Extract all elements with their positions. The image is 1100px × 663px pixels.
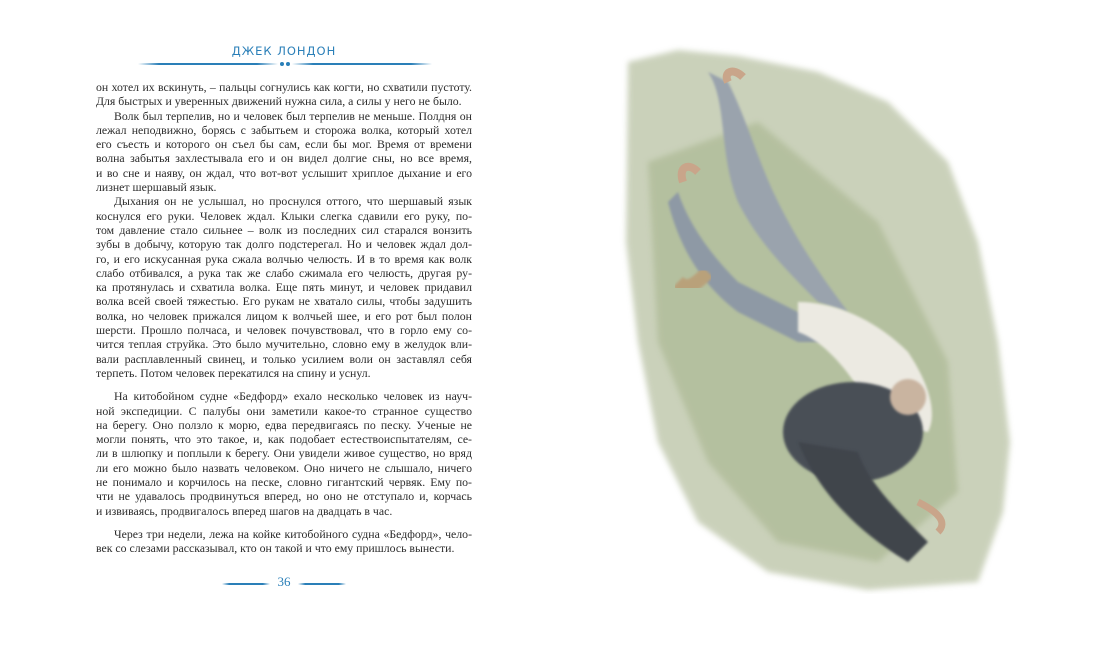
- text-line: и извиваясь, продвигалось вперед шагов на двадцать в час.: [96, 503, 393, 518]
- text-line: волна забытья захлестывала его и он видел долгие сны, но все время,: [96, 151, 472, 166]
- text-line: ка протянулась и схватила волка. Еще пять минут, и человек придавил: [96, 280, 472, 295]
- text-line: могли понять, что это такое, и, как подобает естествоиспытателям, се-: [96, 432, 472, 447]
- text-line: шерсти. Прошло полчаса, и человек почувствовал, что в горло ему со-: [96, 323, 472, 338]
- text-line: Волк был терпелив, но и человек был терпелив не меньше. Полдня он: [114, 108, 472, 123]
- text-line: чится теплая струйка. Это было мучительно, словно ему в желудок вли-: [96, 337, 472, 352]
- text-line: том давление стало сильнее – волк из последних сил старался вонзить: [96, 222, 472, 237]
- text-line: чти не удавалось продвинуться вперед, но оно не отступало и, корчась: [96, 489, 472, 504]
- text-line: зубы в добычу, которую так долго подстерегал. Но и человек ждал дол-: [96, 237, 472, 252]
- text-line: терпеть. Потом человек перекатился на спину и уснул.: [96, 365, 371, 380]
- text-line: ной экспедиции. С палубы они заметили какое-то странное существо: [96, 403, 472, 418]
- text-line: го, и его искусанная рука сжала волчью челюсть. И в то время как волк: [96, 251, 472, 266]
- text-line: ли его можно было назвать человеком. Оно ничего не слышало, ничего: [96, 460, 472, 475]
- paragraph: [96, 194, 472, 380]
- text-line: ли в шлюпку и поплыли к берегу. Они увидели живое существо, но вряд: [96, 446, 472, 461]
- paragraph: [96, 527, 472, 556]
- text-line: лизнет шершавый язык.: [96, 180, 217, 195]
- paragraph: [96, 109, 472, 195]
- text-line: Через три недели, лежа на койке китобойного судна «Бедфорд», чело-: [114, 526, 472, 541]
- left-page: [96, 0, 472, 663]
- text-line: волка всей своей тяжестью. Его рукам не хватало силы, чтобы задушить: [96, 294, 472, 309]
- page-number: 36: [277, 574, 291, 589]
- text-line: На китобойном судне «Бедфорд» ехало несколько человек из науч-: [114, 389, 472, 404]
- text-line: и во сне и наяву, он ждал, что вот-вот услышит хриплое дыхание и его: [96, 165, 472, 180]
- text-line: его съесть и которого он съел бы сам, если бы мог. Время от времени: [96, 137, 472, 152]
- text-line: Для быстрых и уверенных движений нужна сила, а силы у него не было.: [96, 94, 462, 109]
- text-line: коснулся его руки. Человек ждал. Клыки слегка сдавили его руку, по-: [96, 208, 472, 223]
- text-line: вали расплавленный свинец, и только усилием воли он заставлял себя: [96, 351, 472, 366]
- text-line: Дыхания он не услышал, но проснулся оттого, что шершавый язык: [114, 194, 472, 209]
- running-header: ДЖЕК ЛОНДОН: [231, 44, 337, 58]
- text-line: волка, но человек прижался лицом к волчьей шее, и его рот был полон: [96, 308, 472, 323]
- body-text: [96, 80, 472, 556]
- illustration-man-and-wolf: [618, 42, 1018, 594]
- text-line: слабо отбивался, а рука так же слабо сжимала его челюсть, другая ру-: [96, 265, 472, 280]
- text-line: на берегу. Оно ползло к морю, едва передвигаясь по песку. Ученые не: [96, 417, 472, 432]
- paragraph: [96, 389, 472, 518]
- text-line: он хотел их вскинуть, – пальцы согнулись как когти, но схватили пустоту.: [96, 80, 472, 94]
- text-line: век со слезами рассказывал, кто он такой и что ему пришлось вынести.: [96, 541, 455, 556]
- paragraph: [96, 80, 472, 109]
- text-line: не понимало и корчилось на песке, словно гигантский червяк. Ему по-: [96, 475, 472, 490]
- text-line: лежал неподвижно, борясь с забытьем и сторожа волка, который хотел: [96, 122, 472, 137]
